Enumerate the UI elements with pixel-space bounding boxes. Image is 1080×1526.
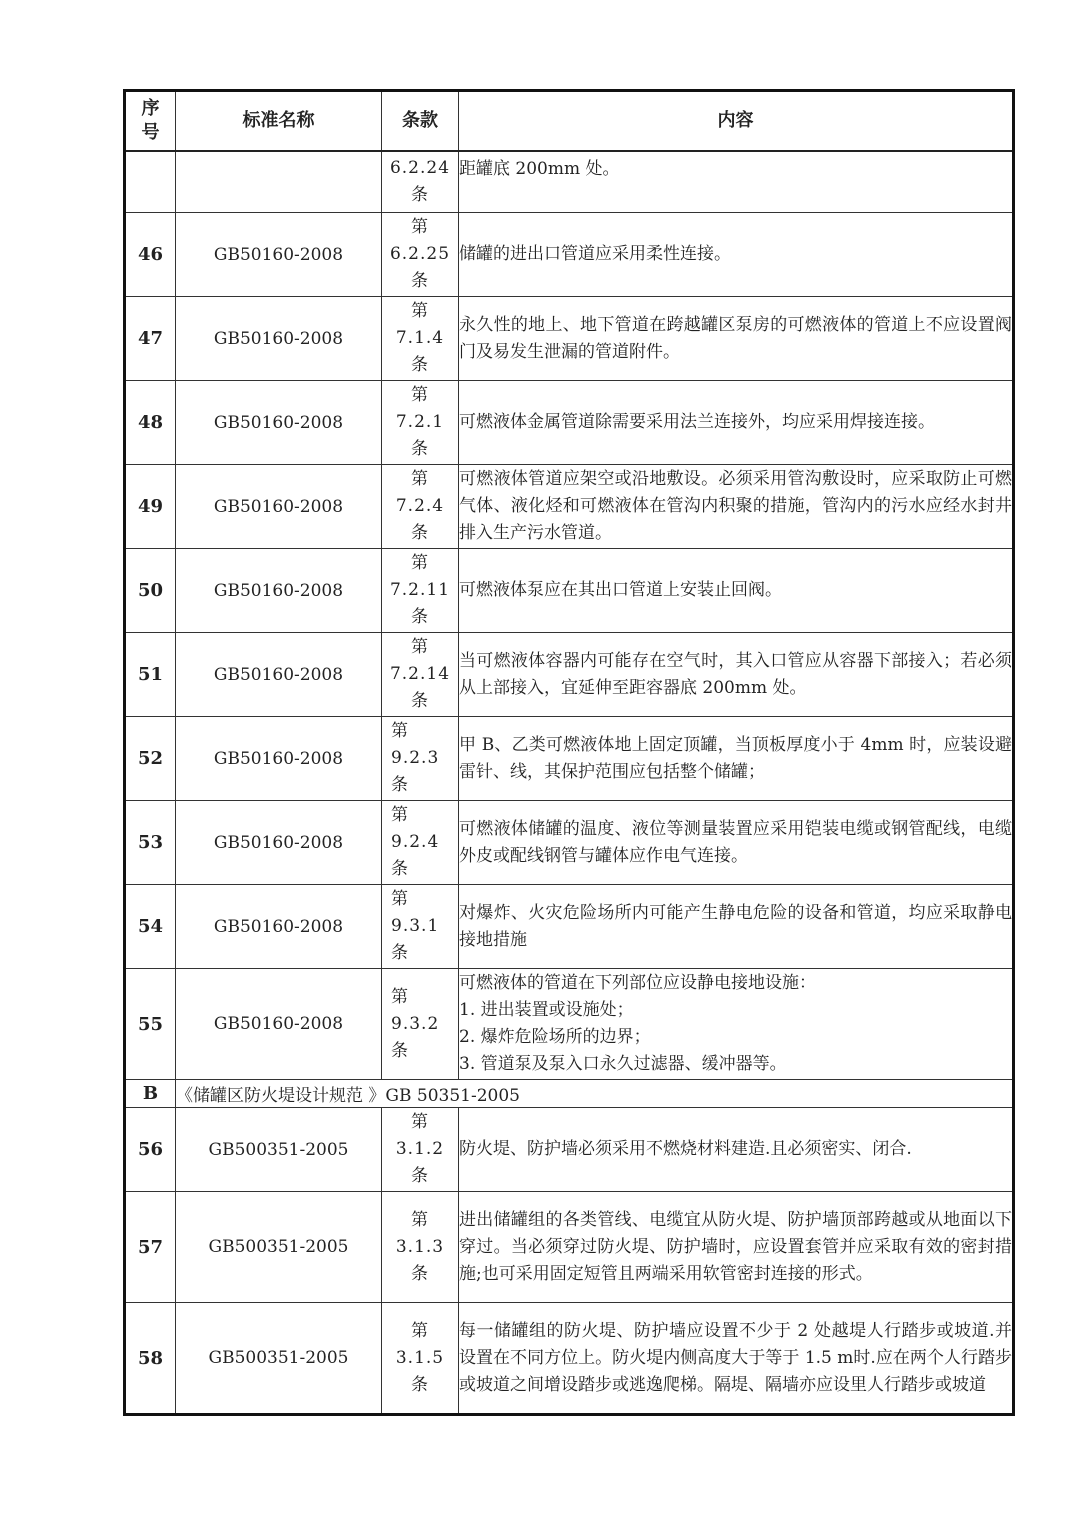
row-num: 50 [125,549,176,633]
clause-line: 9.3.1 [391,916,440,936]
row-clause [382,151,459,213]
row-clause [382,465,459,549]
content-text: 当可燃液体容器内可能存在空气时，其入口管应从容器下部接入；若必须从上部接入，宜延伸至距容器底 200mm 处。 [459,650,1012,698]
clause-line: 条 [411,607,429,627]
clause-line: 条 [411,355,429,375]
row-standard: GB50160-2008 [176,969,382,1080]
clause-line: 第 [411,301,429,321]
clause-line: 条 [411,1374,429,1395]
row-content [459,1108,1014,1192]
clause-line: 3.1.3 [395,1236,445,1257]
row-content [459,1192,1014,1303]
row-content [459,801,1014,885]
row-content [459,633,1014,717]
clause-line: 6.2.25 [389,244,451,264]
row-content [459,213,1014,297]
clause-line: 条 [391,775,409,795]
row-content [459,717,1014,801]
clause-line: 第 [411,217,429,237]
clause-line: 条 [411,691,429,711]
row-standard: GB500351-2005 [176,1303,382,1415]
header-num: 序号 [125,91,176,152]
row-num: 49 [125,465,176,549]
table-row [125,1108,1014,1192]
table-row [125,213,1014,297]
row-num [125,151,176,213]
clause-line: 第 [411,553,429,573]
clause-line: 7.2.4 [395,496,445,516]
clause-line: 条 [391,1040,409,1061]
row-standard: GB50160-2008 [176,465,382,549]
table-row [125,801,1014,885]
table-row [125,151,1014,213]
content-text: 对爆炸、火灾危险场所内可能产生静电危险的设备和管道，均应采取静电接地措施 [459,902,1012,950]
header-clause: 条款 [382,91,459,152]
clause-line: 第 [411,469,429,489]
clause-line: 第 [411,1209,429,1230]
clause-line: 条 [391,943,409,963]
row-clause [382,213,459,297]
list-item: 3. 管道泵及泵入口永久过滤器、缓冲器等。 [459,1054,787,1074]
row-content [459,549,1014,633]
row-standard: GB500351-2005 [176,1108,382,1192]
clause-line: 第 [411,1320,429,1341]
clause-line: 条 [411,523,429,543]
section-row [125,1080,1014,1108]
table-row [125,381,1014,465]
row-content [459,381,1014,465]
row-clause [382,801,459,885]
table-row [125,297,1014,381]
row-clause [382,717,459,801]
row-num: 52 [125,717,176,801]
table-row [125,1303,1014,1415]
row-num: 48 [125,381,176,465]
clause-line: 9.2.4 [391,832,440,852]
row-standard: GB50160-2008 [176,297,382,381]
row-standard: GB50160-2008 [176,213,382,297]
row-num: 57 [125,1192,176,1303]
row-content [459,969,1014,1080]
section-label: B [125,1080,176,1108]
header-content: 内容 [459,91,1014,152]
clause-line: 条 [411,1166,429,1186]
clause-line: 条 [411,271,429,291]
content-text: 距罐底 200mm 处。 [459,159,620,179]
row-standard: GB50160-2008 [176,717,382,801]
clause-line: 第 [391,805,409,825]
row-clause [382,969,459,1080]
clause-line: 9.2.3 [391,748,440,768]
clause-line: 条 [411,439,429,459]
clause-line: 第 [411,1112,429,1132]
row-num: 53 [125,801,176,885]
content-text: 可燃液体金属管道除需要采用法兰连接外，均应采用焊接连接。 [459,412,935,432]
clause-line: 7.1.4 [395,328,445,348]
content-text: 可燃液体管道应架空或沿地敷设。必须采用管沟敷设时，应采取防止可燃气体、液化烃和可燃液体在管沟内积聚的措施，管沟内的污水应经水封井排入生产污水管道。 [459,469,1012,543]
clause-line: 9.3.2 [391,1013,440,1034]
table-row [125,969,1014,1080]
row-standard [176,151,382,213]
clause-line: 条 [411,185,429,205]
table-row [125,465,1014,549]
row-clause [382,633,459,717]
standards-table [123,89,1015,1416]
row-content [459,885,1014,969]
list-item: 1. 进出装置或设施处； [459,1000,634,1020]
table-row [125,549,1014,633]
row-content [459,151,1014,213]
row-clause [382,297,459,381]
row-num: 46 [125,213,176,297]
clause-line: 7.2.11 [389,580,451,600]
content-text: 可燃液体的管道在下列部位应设静电接地设施： [459,973,816,993]
clause-line: 6.2.24 [389,158,451,178]
row-content [459,465,1014,549]
content-text: 永久性的地上、地下管道在跨越罐区泵房的可燃液体的管道上不应设置阀门及易发生泄漏的管道附件。 [459,314,1012,362]
clause-line: 7.2.1 [395,412,445,432]
clause-line: 3.1.2 [395,1139,445,1159]
content-text: 储罐的进出口管道应采用柔性连接。 [459,244,731,264]
clause-line: 7.2.14 [389,664,451,684]
clause-line: 第 [411,385,429,405]
row-clause [382,885,459,969]
row-num: 56 [125,1108,176,1192]
row-standard: GB50160-2008 [176,633,382,717]
row-num: 47 [125,297,176,381]
row-clause [382,1108,459,1192]
row-num: 51 [125,633,176,717]
list-item: 2. 爆炸危险场所的边界； [459,1027,651,1047]
clause-line: 3.1.5 [395,1347,445,1368]
content-text: 可燃液体泵应在其出口管道上安装止回阀。 [459,580,782,600]
clause-line: 第 [391,721,409,741]
content-text: 甲 B、乙类可燃液体地上固定顶罐，当顶板厚度小于 4mm 时，应装设避雷针、线，其保护范围应包括整个储罐； [459,734,1012,782]
row-clause [382,1192,459,1303]
table-row [125,1192,1014,1303]
table-row [125,717,1014,801]
table-row [125,633,1014,717]
clause-line: 第 [391,986,409,1007]
content-text: 每一储罐组的防火堤、防护墙应设置不少于 2 处越堤人行踏步或坡道.并设置在不同方位上。防火堤内侧高度大于等于 1.5 m时.应在两个人行踏步或坡道之间增设踏步或逃逸爬梯。隔堤、隔墙亦应设里人行踏步或坡道 [459,1320,1012,1395]
header-standard-name: 标准名称 [176,91,382,152]
row-num: 55 [125,969,176,1080]
row-standard: GB50160-2008 [176,801,382,885]
content-text: 进出储罐组的各类管线、电缆宜从防火堤、防护墙顶部跨越或从地面以下穿过。当必须穿过防火堤、防护墙时，应设置套管并应采取有效的密封措施;也可采用固定短管且两端采用软管密封连接的形式。 [459,1209,1012,1284]
row-num: 58 [125,1303,176,1415]
row-standard: GB50160-2008 [176,549,382,633]
row-standard: GB50160-2008 [176,885,382,969]
content-text: 可燃液体储罐的温度、液位等测量装置应采用铠装电缆或钢管配线，电缆外皮或配线钢管与罐体应作电气连接。 [459,818,1012,866]
row-clause [382,549,459,633]
section-title: 《储罐区防火堤设计规范 》GB 50351-2005 [176,1080,1014,1108]
clause-line: 第 [391,889,409,909]
row-content [459,297,1014,381]
clause-line: 条 [411,1263,429,1284]
clause-line: 条 [391,859,409,879]
table-header-row [125,91,1014,152]
row-clause [382,381,459,465]
row-num: 54 [125,885,176,969]
table-row [125,885,1014,969]
row-standard: GB500351-2005 [176,1192,382,1303]
content-text: 防火堤、防护墙必须采用不燃烧材料建造.且必须密实、闭合. [459,1139,912,1159]
row-content [459,1303,1014,1415]
row-standard: GB50160-2008 [176,381,382,465]
clause-line: 第 [411,637,429,657]
row-clause [382,1303,459,1415]
